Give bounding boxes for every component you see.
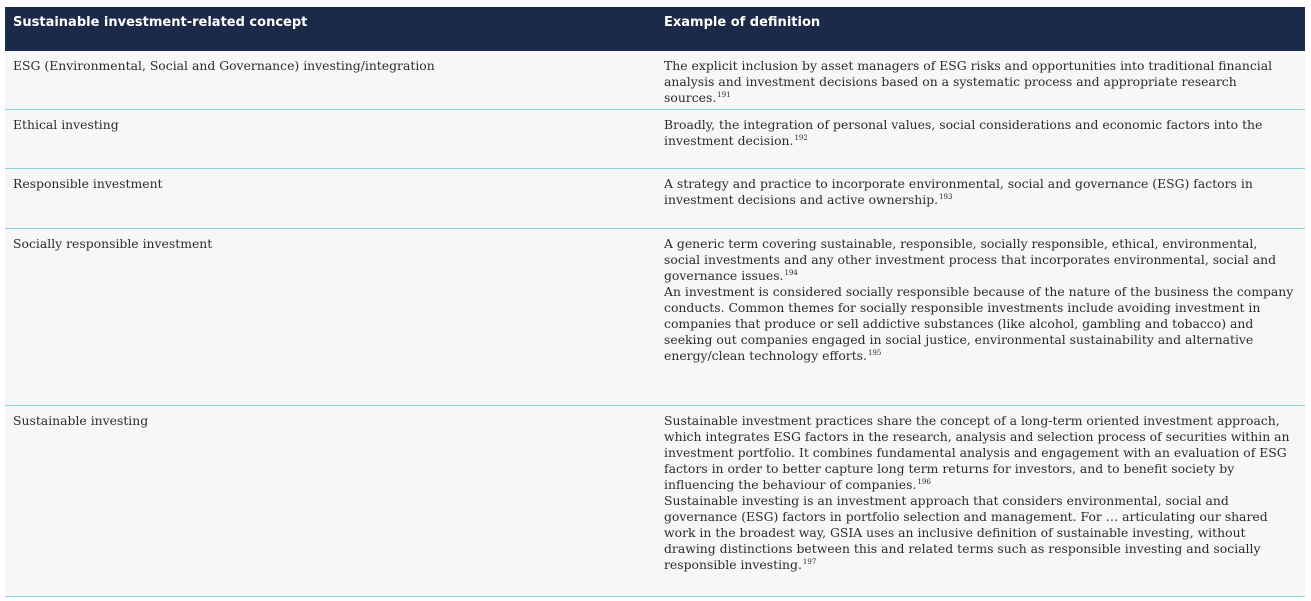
definition-sentence: A generic term covering sustainable, responsible, socially responsible, ethical, environmental, social investments and any other investment process that incorporates environmental, social and governance issues. [664,236,1277,283]
definition-sentence: The explicit inclusion by asset managers of ESG risks and opportunities into traditional financial analysis and investment decisions based on a systematic process and appropriate research sources. [664,58,1273,105]
table-header [5,7,1305,51]
definition-sentence: An investment is considered socially responsible because of the nature of the business the company conducts. Common themes for socially responsible investments include avoiding investment in companies that produce or sell addictive substances (like alcohol, gambling and tobacco) and seeking out companies engaged in social justice, environmental sustainability and alternative energy/clean technology efforts. [664,284,1294,363]
definition-text [664,284,1295,364]
concept-cell: Socially responsible investment [13,236,213,251]
table-row [5,51,1305,110]
footnote-ref: 191 [717,91,731,99]
header-concept: Sustainable investment-related concept [13,15,308,30]
footnote-ref: 193 [939,193,953,201]
table-row [5,406,1305,597]
definition-sentence: Broadly, the integration of personal values, social considerations and economic factors into the investment decision. [664,117,1263,148]
definition-cell [656,169,1305,228]
table-row [5,110,1305,169]
definition-cell [656,110,1305,168]
concept-cell: Ethical investing [13,117,119,132]
definition-text [664,493,1295,573]
header-definition: Example of definition [664,15,821,30]
definition-text [664,117,1295,149]
definition-sentence: A strategy and practice to incorporate environmental, social and governance (ESG) factors in investment decisions and active ownership. [664,176,1253,207]
definition-text [664,413,1295,493]
concept-cell: ESG (Environmental, Social and Governance) investing/integration [13,58,435,73]
table-row [5,229,1305,406]
concept-cell: Sustainable investing [13,413,149,428]
concept-cell: Responsible investment [13,176,163,191]
definition-sentence: Sustainable investment practices share the concept of a long-term oriented investment approach, which integrates ESG factors in the research, analysis and selection process of securities within an investment portfolio. It combines fundamental analysis and engagement with an evaluation of ESG factors in order to better capture long term returns for investors, and to benefit society by influencing the behaviour of companies. [664,413,1290,492]
definition-cell [656,229,1305,405]
definitions-table [5,7,1305,597]
footnote-ref: 192 [794,134,808,142]
definition-sentence: Sustainable investing is an investment approach that considers environmental, social and governance (ESG) factors in portfolio selection and management. For … articulating our shared work in the broadest way, GSIA uses an inclusive definition of sustainable investing, without drawing distinctions between this and related terms such as responsible investing and socially responsible investing. [664,493,1268,572]
definition-text [664,58,1295,106]
footnote-ref: 196 [917,478,931,486]
footnote-ref: 194 [784,269,798,277]
definition-text [664,176,1295,208]
definition-cell [656,51,1305,109]
footnote-ref: 195 [867,349,882,357]
table-row [5,169,1305,229]
footnote-ref: 197 [802,558,817,566]
definition-cell [656,406,1305,596]
definition-text [664,236,1295,284]
